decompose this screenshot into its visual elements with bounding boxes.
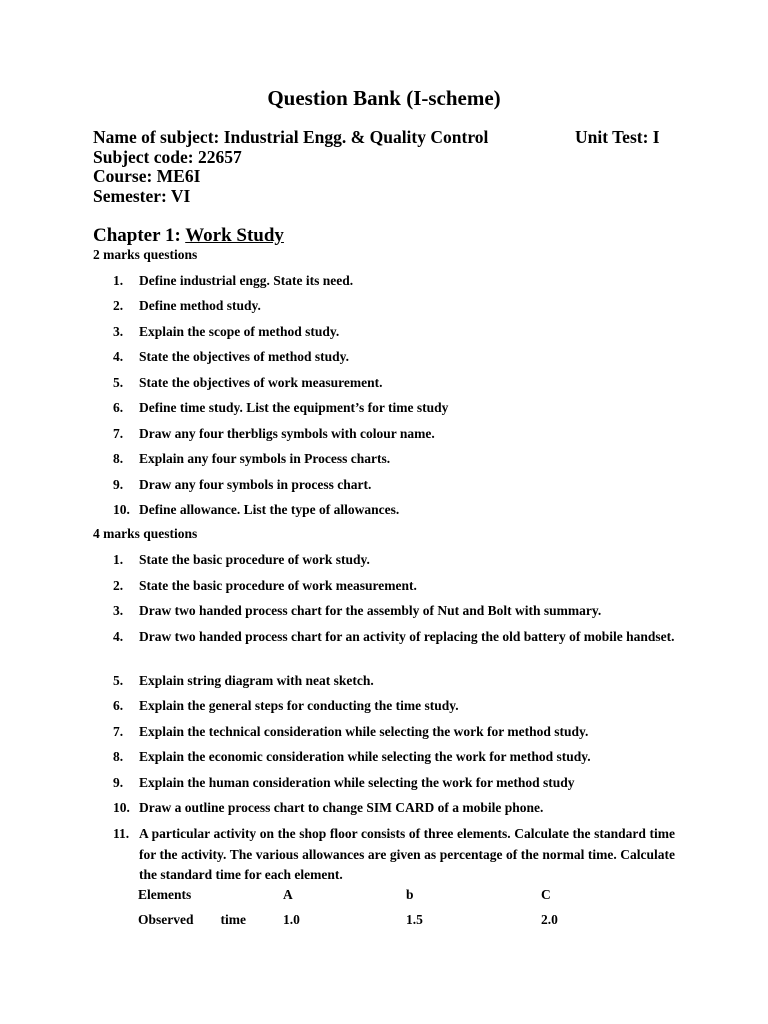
table-cell: 2.0 — [541, 912, 558, 927]
table-cell: Observed time — [138, 912, 246, 927]
table-cell: b — [406, 887, 414, 902]
question-number: 9. — [113, 477, 124, 492]
question-text: Draw a outline process chart to change SIM CARD of a mobile phone. — [139, 800, 544, 815]
question-number: 1. — [113, 552, 124, 567]
question-number: 4. — [113, 349, 124, 364]
question-text: Define industrial engg. State its need. — [139, 273, 354, 288]
question-number: 7. — [113, 426, 124, 441]
question-text: Define time study. List the equipment’s for time study — [139, 400, 449, 415]
question-number: 10. — [113, 800, 130, 815]
subject-name: Name of subject: Industrial Engg. & Quality Control — [93, 127, 489, 147]
question-number: 5. — [113, 673, 124, 688]
question-text: Draw two handed process chart for an activity of replacing the old battery of mobile handset. — [139, 629, 675, 644]
table-cell: Elements — [138, 887, 192, 902]
table-row — [138, 887, 698, 912]
marks-section-heading: 4 marks questions — [93, 526, 198, 541]
elements-table — [138, 887, 698, 937]
question-number: 3. — [113, 603, 124, 618]
question-text: Define method study. — [139, 298, 261, 313]
course: Course: ME6I — [93, 166, 201, 186]
question-number: 11. — [113, 826, 130, 841]
question-text: State the objectives of method study. — [139, 349, 349, 364]
question-text: Explain the general steps for conducting the time study. — [139, 698, 459, 713]
question-number: 6. — [113, 698, 124, 713]
table-cell: 1.5 — [406, 912, 423, 927]
chapter-name: Work Study — [185, 225, 284, 246]
chapter-prefix: Chapter 1: — [93, 225, 186, 246]
question-text: Explain the human consideration while selecting the work for method study — [139, 775, 575, 790]
semester: Semester: VI — [93, 185, 191, 206]
table-cell: 1.0 — [283, 912, 300, 927]
question-text: Explain the scope of method study. — [139, 324, 340, 339]
question-number: 4. — [113, 629, 124, 644]
question-text: Define allowance. List the type of allowances. — [139, 502, 400, 517]
question-number: 1. — [113, 273, 124, 288]
table-cell: C — [541, 887, 551, 902]
question-text: A particular activity on the shop floor consists of three elements. Calculate the standard time for the activity. The various allowances are given as percentage of the normal time. Calculate the standard time for each element. — [139, 826, 675, 882]
question-number: 8. — [113, 451, 124, 466]
table-row — [138, 912, 698, 937]
subject-code: Subject code: 22657 — [93, 146, 242, 167]
question-number: 10. — [113, 502, 130, 517]
question-number: 2. — [113, 298, 124, 313]
question-number: 5. — [113, 375, 124, 390]
question-text: Draw any four therbligs symbols with colour name. — [139, 426, 435, 441]
question-number: 8. — [113, 749, 124, 764]
question-number: 3. — [113, 324, 124, 339]
table-cell: A — [283, 887, 293, 902]
question-text: Explain string diagram with neat sketch. — [139, 673, 374, 688]
question-text: Explain any four symbols in Process charts. — [139, 451, 391, 466]
question-text: Explain the economic consideration while selecting the work for method study. — [139, 749, 591, 764]
question-text: State the basic procedure of work study. — [139, 552, 370, 567]
question-text: Draw two handed process chart for the assembly of Nut and Bolt with summary. — [139, 603, 602, 618]
question-number: 6. — [113, 400, 124, 415]
question-text: Explain the technical consideration while selecting the work for method study. — [139, 724, 589, 739]
page-title: Question Bank (I-scheme) — [267, 86, 501, 110]
question-text: State the objectives of work measurement. — [139, 375, 383, 390]
question-number: 7. — [113, 724, 124, 739]
question-number: 9. — [113, 775, 124, 790]
question-text: Draw any four symbols in process chart. — [139, 477, 372, 492]
subject-info — [93, 128, 693, 206]
question-text: State the basic procedure of work measurement. — [139, 578, 417, 593]
unit-test: Unit Test: I — [575, 127, 660, 147]
question-number: 2. — [113, 578, 124, 593]
chapter-heading — [93, 225, 284, 247]
marks-section-heading: 2 marks questions — [93, 247, 198, 262]
